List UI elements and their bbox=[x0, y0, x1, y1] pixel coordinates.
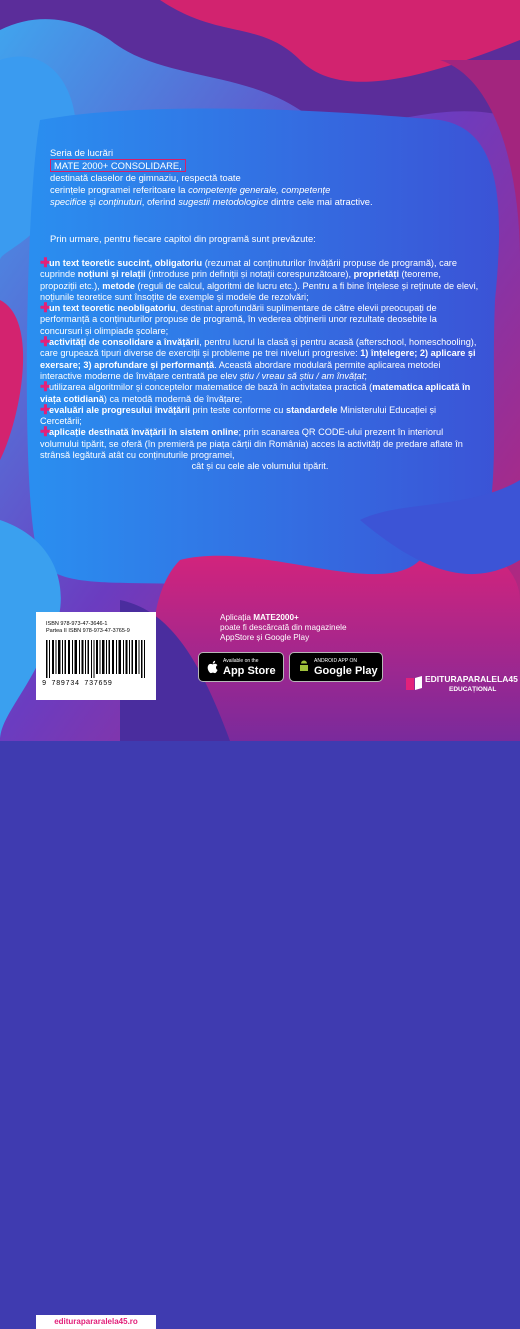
plus-icon: ✚ bbox=[40, 424, 51, 440]
plus-icon: ✚ bbox=[40, 255, 51, 270]
publisher-logo: EDITURAPARALELA45 EDUCAȚIONAL bbox=[405, 672, 495, 704]
plus-icon: ✚ bbox=[40, 334, 51, 350]
barcode-number: 9 789734 737659 bbox=[42, 680, 113, 688]
intro-line-4: cerințele programei referitoare la competențe generale, competențe bbox=[50, 184, 331, 195]
list-item: ✚un text teoretic succint, obligatoriu (rezumat al conținuturilor învățării propuse de programă), care cuprinde noțiuni și relații (introduse prin definiții și notații corespunzătoare), proprietăți (teoreme, propoziții etc.), metode (reguli de calcul, algoritmi de lucru etc.). Pentru a fi bine înțelese și reținute de elevi, noțiunile teoretice sunt însoțite de exemple și modele de rezolvări; bbox=[40, 255, 479, 302]
plus-icon: ✚ bbox=[40, 379, 51, 395]
prin-urmare-text: Prin urmare, pentru fiecare capitol din programă sunt prevăzute: bbox=[50, 233, 316, 244]
series-name: MATE 2000+ CONSOLIDARE, bbox=[50, 159, 186, 172]
list-item: ✚evaluări ale progresului învățării prin teste conforme cu standardele Ministerului Educației și Cercetării; bbox=[40, 401, 437, 427]
plus-icon: ✚ bbox=[40, 401, 51, 417]
list-item: ✚un text teoretic neobligatoriu, destinat aprofundării suplimentare de către elevii preocupați de performanță a conținuturilor propuse de programă, în vederea obținerii unor rezultate deosebite la concursuri și olimpiade școlare; bbox=[40, 300, 437, 336]
intro-line-3: destinată claselor de gimnaziu, respectă toate bbox=[50, 172, 241, 183]
publisher-website: editurapararalela45.ro bbox=[36, 1315, 156, 1329]
google-play-badge[interactable]: ANDROID APP ON Google Play bbox=[289, 652, 383, 682]
publisher-logo-mark bbox=[405, 674, 423, 692]
barcode bbox=[46, 640, 146, 678]
android-icon bbox=[296, 659, 312, 675]
app-info: Aplicația MATE2000+ poate fi descărcată din magazinele AppStore și Google Play bbox=[220, 613, 347, 643]
apple-icon bbox=[205, 659, 221, 675]
intro-line-1: Seria de lucrări bbox=[50, 147, 114, 158]
isbn-barcode-box bbox=[36, 612, 156, 1326]
intro-paragraph bbox=[50, 147, 490, 208]
isbn-text: ISBN 978-973-47-3646-1 Partea II ISBN 978-973-47-3765-9 bbox=[46, 621, 130, 634]
app-store-badge[interactable]: Available on the App Store bbox=[198, 652, 284, 682]
list-item-closing-line: cât și cu cele ale volumului tipărit. bbox=[191, 461, 329, 472]
intro-line-5: specifice și conținuturi, oferind sugestii metodologice dintre cele mai atractive. bbox=[50, 196, 373, 207]
list-item: ✚activități de consolidare a învățării, pentru lucrul la clasă și pentru acasă (afterschool, homeschooling), care grupează tipuri diverse de exerciții și probleme pe trei niveluri progresive: 1) înțelegere; 2) aplicare și exersare; 3) aprofundare și performanță. Această abordare modulară permite aplicarea metodei interactive moderne de învățare centrată pe elev știu / vreau să știu / am învățat; bbox=[40, 334, 477, 381]
plus-icon: ✚ bbox=[40, 300, 51, 316]
feature-list bbox=[40, 255, 480, 473]
list-item: ✚aplicație destinată învățării în sistem online; prin scanarea QR CODE-ului prezent în interiorul volumului tipărit, se oferă (în premieră pe piața cărții din România) acces la activități de predare aflate în strânsă legătură atât cu conținuturile programei, cât și cu cele ale volumului tipărit. bbox=[40, 427, 480, 472]
list-item: ✚utilizarea algoritmilor și conceptelor matematice de bază în activitatea practică (matematica aplicată în viața cotidiană) ca metodă modernă de învățare; bbox=[40, 379, 471, 404]
